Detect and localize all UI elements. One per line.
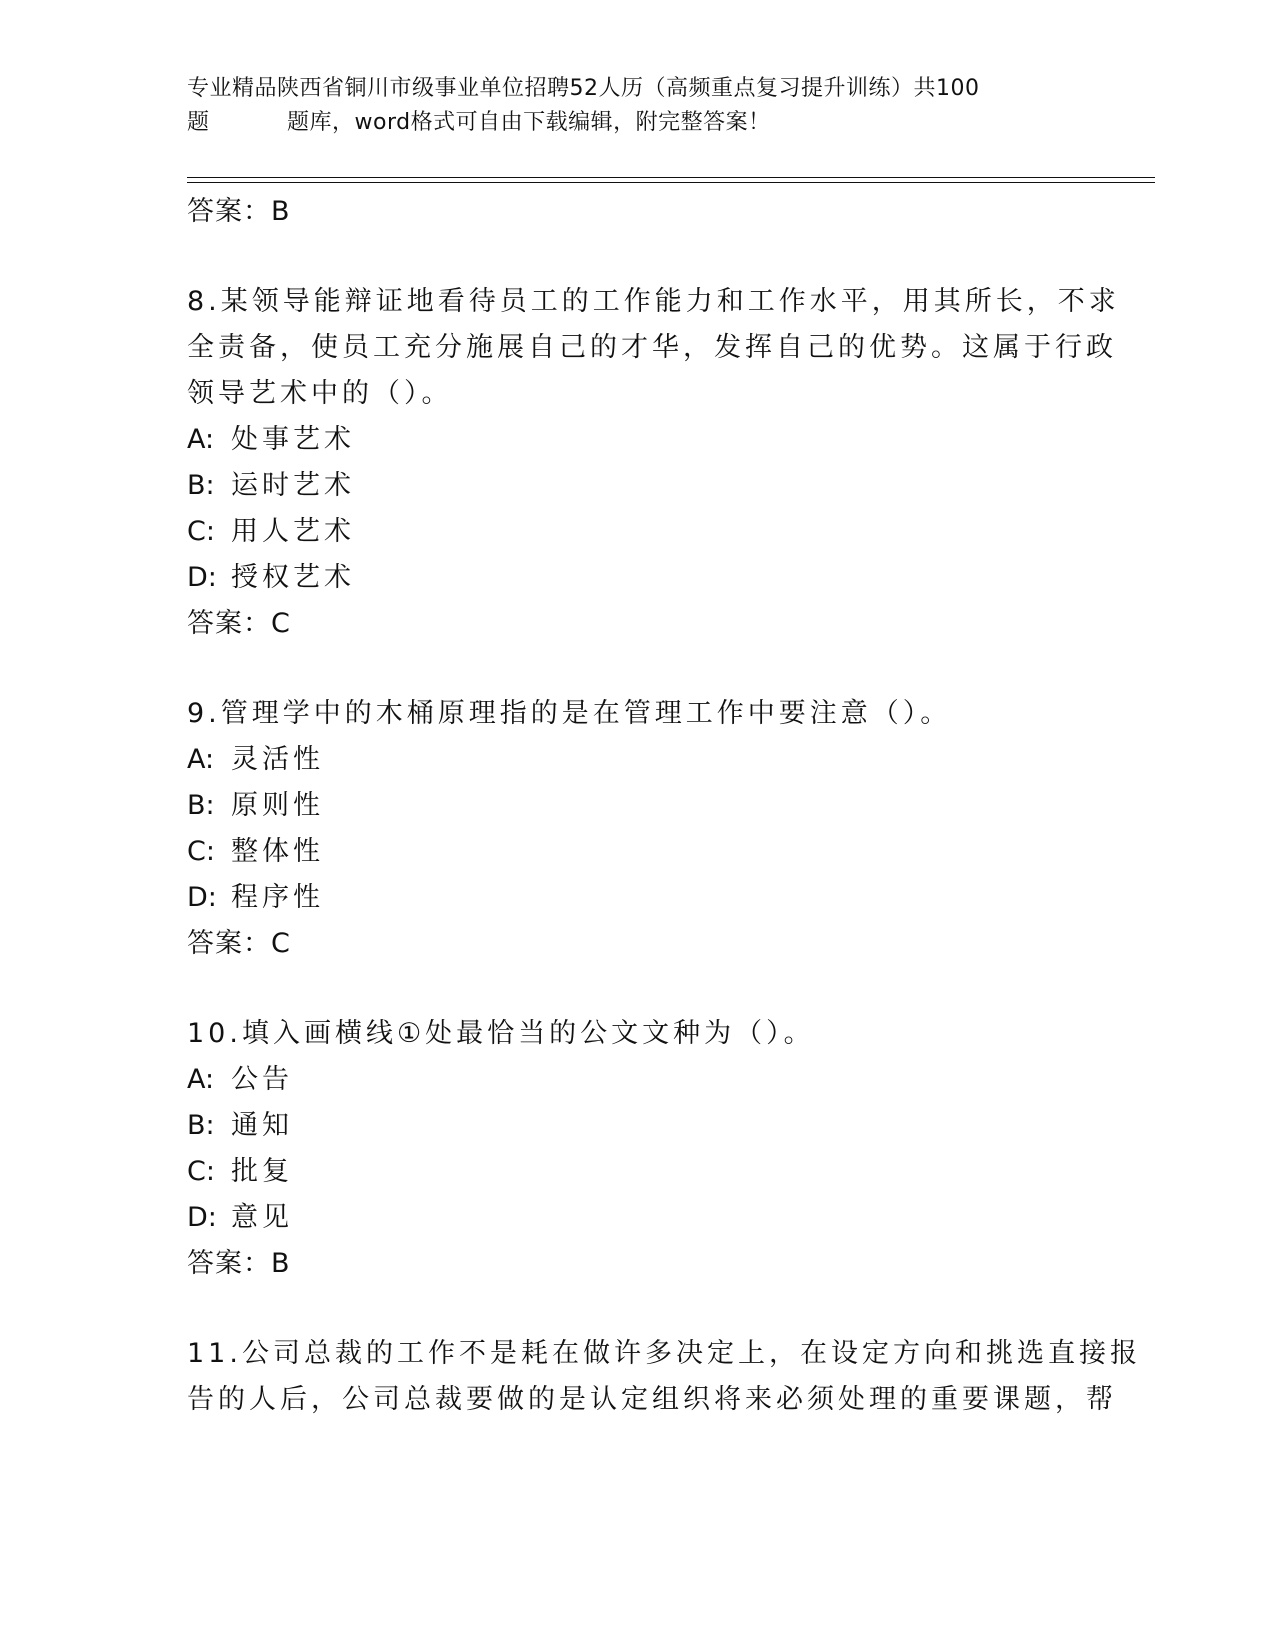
question-list (187, 189, 1141, 1423)
option-a (187, 417, 1087, 463)
spacer (187, 647, 1087, 691)
header-line-2-text: 题库，word格式可自由下载编辑，附完整答案！ (287, 110, 771, 135)
option-text: 处事艺术 (231, 424, 355, 455)
option-key: B: (187, 470, 215, 501)
option-text: 批复 (231, 1156, 293, 1187)
option-text: 整体性 (231, 836, 324, 867)
option-c (187, 829, 1087, 875)
question-block (187, 1331, 1141, 1423)
option-text: 授权艺术 (231, 562, 355, 593)
question-text-line: 8.某领导能辩证地看待员工的工作能力和工作水平，用其所长，不求 (187, 286, 1120, 317)
option-key: A: (187, 424, 215, 455)
option-c (187, 1149, 1087, 1195)
option-d (187, 1195, 1087, 1241)
option-key: A: (187, 744, 215, 775)
question-text-line: 全责备，使员工充分施展自己的才华，发挥自己的优势。这属于行政 (187, 332, 1117, 363)
question-text-line: 告的人后，公司总裁要做的是认定组织将来必须处理的重要课题，帮 (187, 1384, 1117, 1415)
header-line-2-lead: 题 (187, 110, 210, 135)
header-title-line-1: 专业精品陕西省铜川市级事业单位招聘52人历（高频重点复习提升训练）共100 (187, 76, 980, 101)
option-text: 运时艺术 (231, 470, 355, 501)
option-text: 公告 (231, 1064, 293, 1095)
question-block (187, 1011, 1087, 1287)
option-text: 程序性 (231, 882, 324, 913)
header-divider-bottom (187, 182, 1155, 183)
question-text-line: 领导艺术中的（）。 (187, 378, 453, 409)
option-key: D: (187, 1202, 217, 1233)
option-a (187, 1057, 1087, 1103)
option-b (187, 463, 1087, 509)
question-text-line: 11.公司总裁的工作不是耗在做许多决定上，在设定方向和挑选直接报 (187, 1338, 1141, 1369)
spacer (187, 235, 1087, 279)
option-key: D: (187, 882, 217, 913)
spacer (187, 1287, 1087, 1331)
answer-line: 答案：B (187, 1248, 291, 1279)
question-block (187, 691, 1087, 967)
option-text: 灵活性 (231, 744, 324, 775)
option-d (187, 875, 1087, 921)
option-key: D: (187, 562, 217, 593)
header-title-line-2 (187, 106, 1087, 140)
answer-line: 答案：C (187, 928, 291, 959)
spacer (187, 967, 1087, 1011)
previous-answer: 答案：B (187, 196, 291, 227)
option-text: 用人艺术 (231, 516, 355, 547)
option-a (187, 737, 1087, 783)
option-key: C: (187, 1156, 215, 1187)
option-key: A: (187, 1064, 215, 1095)
page-header (187, 72, 1087, 140)
question-block (187, 279, 1120, 647)
option-b (187, 783, 1087, 829)
option-key: C: (187, 836, 215, 867)
option-key: B: (187, 1110, 215, 1141)
question-text-line: 10.填入画横线①处最恰当的公文文种为（）。 (187, 1018, 815, 1049)
header-divider-top (187, 177, 1155, 178)
option-text: 原则性 (231, 790, 324, 821)
option-d (187, 555, 1087, 601)
option-key: C: (187, 516, 215, 547)
option-key: B: (187, 790, 215, 821)
option-text: 通知 (231, 1110, 293, 1141)
question-text-line: 9.管理学中的木桶原理指的是在管理工作中要注意（）。 (187, 698, 952, 729)
option-b (187, 1103, 1087, 1149)
option-c (187, 509, 1087, 555)
option-text: 意见 (231, 1202, 293, 1233)
answer-line: 答案：C (187, 608, 291, 639)
